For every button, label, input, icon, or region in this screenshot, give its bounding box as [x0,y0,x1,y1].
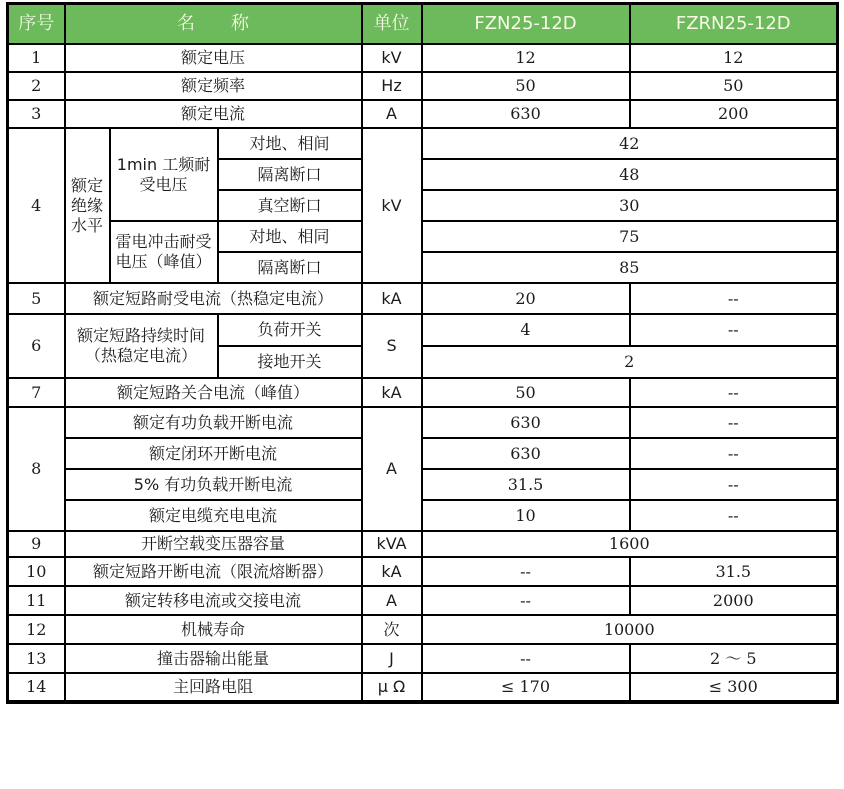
table-row [8,100,838,128]
cell-value-2: 2000 [630,586,838,615]
cell-no: 3 [8,100,65,128]
table-row [8,44,838,72]
table-row [8,72,838,100]
header-cell-model1: FZN25-12D [422,4,630,45]
cell-value-2: 50 [630,72,838,100]
cell-group-label: 额定绝缘水平 [65,128,110,283]
cell-no: 5 [8,283,65,314]
table-row [8,615,838,644]
cell-value-2: -- [630,314,838,346]
cell-name: 5% 有功负载开断电流 [65,469,362,500]
cell-name: 额定短路关合电流（峰值） [65,378,362,407]
cell-sub-name: 接地开关 [218,346,362,378]
cell-no: 12 [8,615,65,644]
cell-no: 1 [8,44,65,72]
table-row [8,378,838,407]
cell-merged-value: 10000 [422,615,838,644]
table-row [8,469,838,500]
cell-name: 额定短路开断电流（限流熔断器） [65,557,362,586]
spec-table [6,2,839,704]
cell-no: 9 [8,531,65,557]
cell-value-1: ≤ 170 [422,673,630,702]
cell-value-1: -- [422,557,630,586]
cell-name: 撞击器输出能量 [65,644,362,673]
cell-value-1: 630 [422,438,630,469]
cell-no: 4 [8,128,65,283]
cell-value-2: 12 [630,44,838,72]
cell-value-2: 200 [630,100,838,128]
cell-value-1: 50 [422,72,630,100]
table-row [8,128,838,159]
cell-name: 真空断口 [218,190,362,221]
cell-unit: μ Ω [362,673,422,702]
cell-name: 额定电压 [65,44,362,72]
cell-no: 6 [8,314,65,378]
cell-unit: J [362,644,422,673]
cell-merged-value: 85 [422,252,838,283]
cell-no: 11 [8,586,65,615]
cell-value-2: 31.5 [630,557,838,586]
cell-name: 对地、相同 [218,221,362,252]
cell-no: 7 [8,378,65,407]
cell-name: 额定短路耐受电流（热稳定电流） [65,283,362,314]
cell-unit: kA [362,557,422,586]
table-row [8,314,838,346]
cell-no: 14 [8,673,65,702]
table-row [8,586,838,615]
cell-name: 额定短路持续时间（热稳定电流） [65,314,218,378]
header-cell-index: 序号 [8,4,65,45]
cell-name: 隔离断口 [218,252,362,283]
cell-unit: kV [362,44,422,72]
header-row [8,4,838,45]
cell-merged-value: 2 [422,346,838,378]
cell-sub-label: 1min 工频耐受电压 [110,128,218,221]
header-cell-name: 名 称 [65,4,362,45]
cell-unit: 次 [362,615,422,644]
cell-name: 额定闭环开断电流 [65,438,362,469]
cell-value-1: 630 [422,100,630,128]
header-cell-model2: FZRN25-12D [630,4,838,45]
cell-value-1: 4 [422,314,630,346]
cell-no: 13 [8,644,65,673]
cell-unit: A [362,586,422,615]
cell-value-2: -- [630,469,838,500]
cell-name: 额定转移电流或交接电流 [65,586,362,615]
cell-name: 额定有功负载开断电流 [65,407,362,438]
cell-value-2: -- [630,500,838,531]
cell-value-1: 50 [422,378,630,407]
cell-merged-value: 75 [422,221,838,252]
cell-name: 主回路电阻 [65,673,362,702]
cell-value-2: -- [630,407,838,438]
cell-name: 额定电缆充电电流 [65,500,362,531]
cell-unit: kVA [362,531,422,557]
table-row [8,438,838,469]
table-row [8,283,838,314]
cell-value-1: -- [422,586,630,615]
cell-value-2: 2 ～ 5 [630,644,838,673]
cell-unit: kA [362,378,422,407]
table-row [8,644,838,673]
table-row [8,531,838,557]
cell-value-2: ≤ 300 [630,673,838,702]
table-row [8,221,838,252]
cell-unit: Hz [362,72,422,100]
cell-no: 2 [8,72,65,100]
cell-merged-value: 48 [422,159,838,190]
cell-name: 机械寿命 [65,615,362,644]
cell-no: 10 [8,557,65,586]
cell-merged-value: 30 [422,190,838,221]
cell-merged-value: 42 [422,128,838,159]
cell-value-1: 31.5 [422,469,630,500]
cell-value-1: -- [422,644,630,673]
table-row [8,673,838,702]
table-row [8,557,838,586]
cell-name: 隔离断口 [218,159,362,190]
cell-sub-name: 负荷开关 [218,314,362,346]
cell-sub-label: 雷电冲击耐受电压（峰值） [110,221,218,283]
cell-value-1: 12 [422,44,630,72]
cell-value-2: -- [630,378,838,407]
table-row [8,407,838,438]
cell-value-1: 10 [422,500,630,531]
cell-name: 额定频率 [65,72,362,100]
cell-value-2: -- [630,283,838,314]
cell-unit: A [362,407,422,531]
cell-unit: S [362,314,422,378]
cell-merged-value: 1600 [422,531,838,557]
cell-value-2: -- [630,438,838,469]
cell-unit: kA [362,283,422,314]
table-row [8,500,838,531]
cell-unit: kV [362,128,422,283]
cell-no: 8 [8,407,65,531]
cell-name: 开断空载变压器容量 [65,531,362,557]
cell-value-1: 630 [422,407,630,438]
cell-name: 额定电流 [65,100,362,128]
header-cell-unit: 单位 [362,4,422,45]
cell-value-1: 20 [422,283,630,314]
cell-unit: A [362,100,422,128]
cell-name: 对地、相间 [218,128,362,159]
